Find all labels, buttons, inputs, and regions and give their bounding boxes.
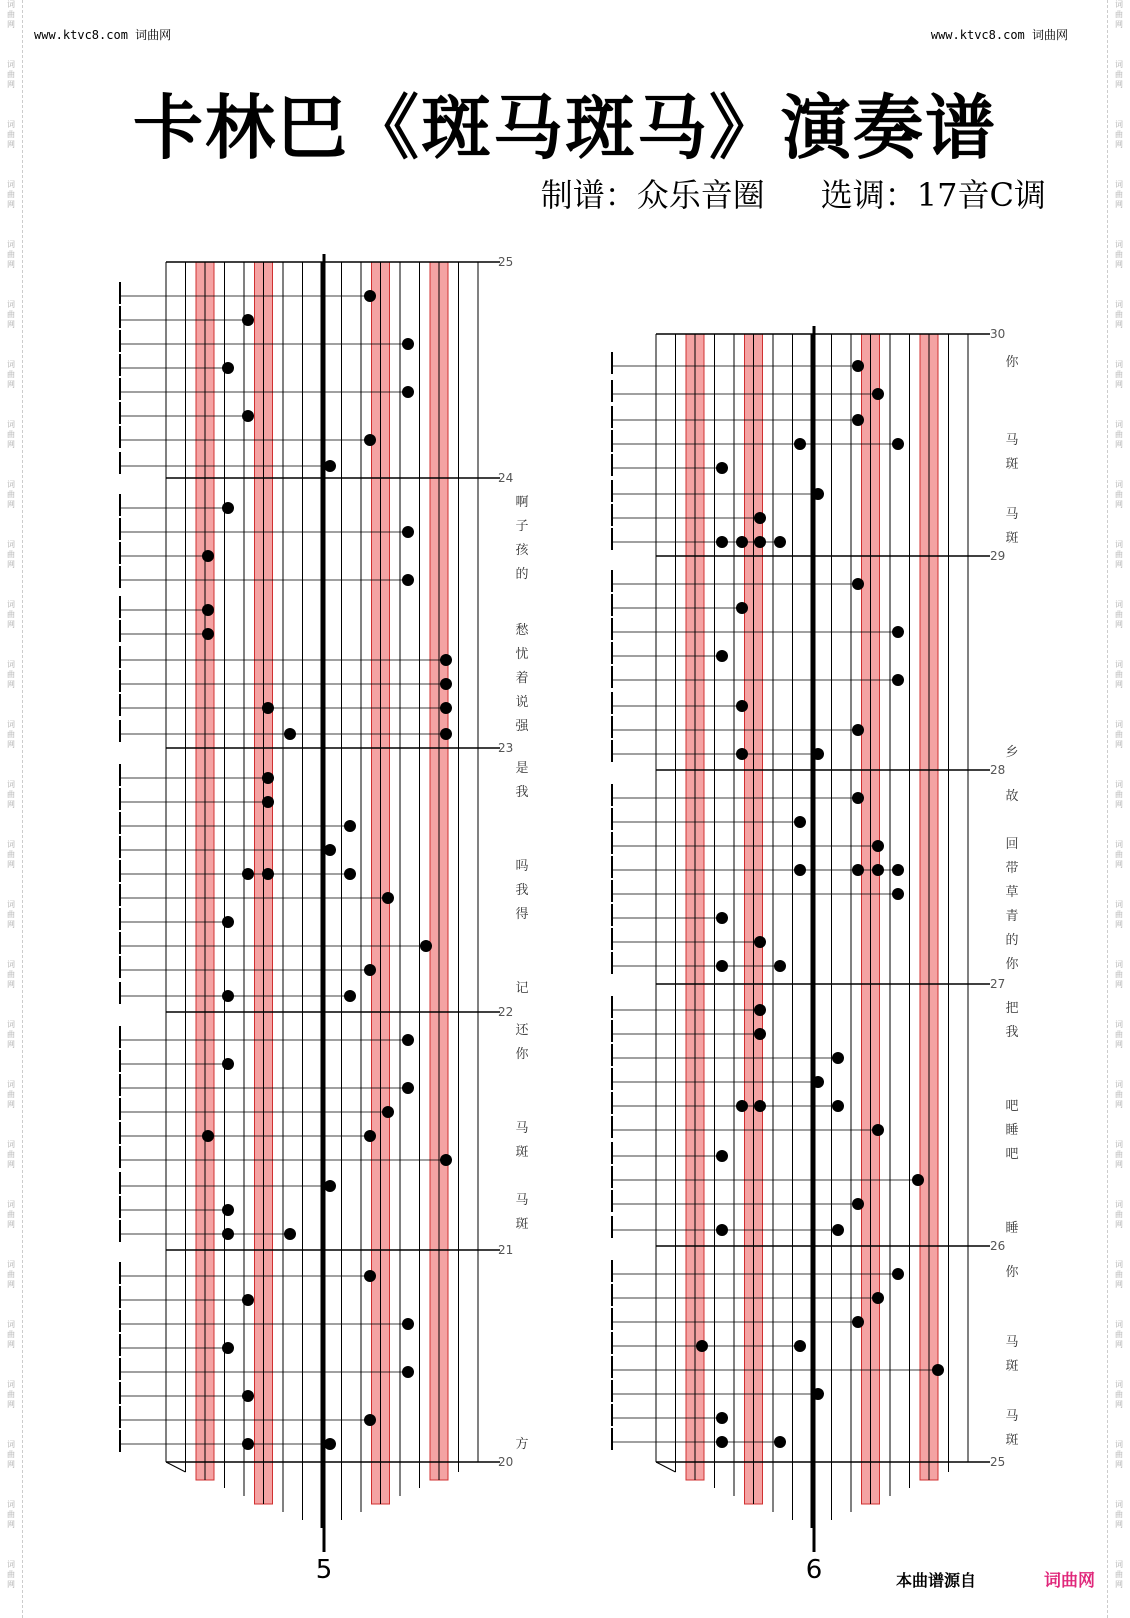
note-dot — [872, 840, 884, 852]
note-dot — [222, 1058, 234, 1070]
lyric-char: 乡 — [1005, 745, 1019, 760]
note-dot — [202, 550, 214, 562]
lyric-char: 记 — [515, 981, 529, 996]
note-dot — [754, 536, 766, 548]
lyric-char: 马 — [1005, 507, 1019, 522]
lyric-char: 愁 — [515, 623, 529, 638]
lyric-char: 回 — [1005, 837, 1019, 852]
note-dot — [892, 674, 904, 686]
note-dot — [402, 1082, 414, 1094]
lyric-char: 斑 — [1005, 1359, 1019, 1374]
note-dot — [262, 868, 274, 880]
lyric-char: 马 — [1005, 433, 1019, 448]
note-dot — [794, 816, 806, 828]
watermark-text: 词曲网 — [1115, 540, 1123, 569]
note-dot — [736, 700, 748, 712]
note-dot — [364, 1414, 376, 1426]
note-dot — [364, 1270, 376, 1282]
note-dot — [716, 462, 728, 474]
note-dot — [794, 864, 806, 876]
note-dot — [364, 290, 376, 302]
watermark-text: 词曲网 — [7, 780, 15, 809]
watermark-text: 词曲网 — [7, 1380, 15, 1409]
note-dot — [364, 1130, 376, 1142]
watermark-text: 词曲网 — [7, 660, 15, 689]
note-dot — [242, 1294, 254, 1306]
note-dot — [202, 1130, 214, 1142]
lyric-char: 马 — [1005, 1409, 1019, 1424]
watermark-text: 词曲网 — [1115, 900, 1123, 929]
watermark-text: 词曲网 — [1115, 1560, 1123, 1589]
note-dot — [324, 1438, 336, 1450]
note-dot — [812, 1076, 824, 1088]
note-dot — [794, 1340, 806, 1352]
lyric-char: 吗 — [515, 859, 529, 874]
note-dot — [262, 796, 274, 808]
watermark-text: 词曲网 — [1115, 1380, 1123, 1409]
note-dot — [222, 502, 234, 514]
lyric-char: 青 — [1005, 909, 1019, 924]
watermark-text: 词曲网 — [7, 1260, 15, 1289]
lyric-char: 睡 — [1005, 1221, 1019, 1236]
watermark-text: 词曲网 — [1115, 1500, 1123, 1529]
lyric-char: 马 — [515, 1193, 529, 1208]
watermark-text: 词曲网 — [7, 480, 15, 509]
note-dot — [872, 1292, 884, 1304]
note-dot — [754, 1100, 766, 1112]
watermark-text: 词曲网 — [1115, 840, 1123, 869]
lyric-char: 强 — [515, 719, 529, 734]
lyric-char: 孩 — [515, 543, 529, 558]
note-dot — [402, 1034, 414, 1046]
note-dot — [716, 536, 728, 548]
note-dot — [812, 488, 824, 500]
measure-number: 30 — [990, 327, 1006, 341]
note-dot — [222, 1342, 234, 1354]
note-dot — [852, 724, 864, 736]
watermark-text: 词曲网 — [1115, 180, 1123, 209]
note-dot — [852, 360, 864, 372]
note-dot — [754, 1028, 766, 1040]
note-dot — [440, 702, 452, 714]
lyric-char: 你 — [1005, 957, 1019, 972]
tine-bottom-edge — [656, 1462, 676, 1472]
page-number: 6 — [805, 1555, 823, 1585]
note-dot — [736, 1100, 748, 1112]
watermark-text: 词曲网 — [1115, 120, 1123, 149]
measure-number: 24 — [498, 471, 514, 485]
lyric-char: 你 — [1005, 355, 1019, 370]
note-dot — [344, 820, 356, 832]
note-dot — [440, 728, 452, 740]
measure-number: 22 — [498, 1005, 514, 1019]
note-dot — [716, 1224, 728, 1236]
note-dot — [284, 728, 296, 740]
watermark-text: 词曲网 — [7, 360, 15, 389]
note-dot — [832, 1100, 844, 1112]
watermark-text: 词曲网 — [7, 540, 15, 569]
arranger-label: 制谱：众乐音圈 — [540, 176, 765, 214]
tine-bottom-edge — [166, 1462, 186, 1472]
lyric-char: 着 — [515, 671, 529, 686]
note-dot — [284, 1228, 296, 1240]
note-dot — [324, 844, 336, 856]
note-dot — [754, 512, 766, 524]
note-dot — [852, 792, 864, 804]
watermark-text: 词曲网 — [1115, 1080, 1123, 1109]
note-dot — [892, 438, 904, 450]
note-dot — [736, 536, 748, 548]
note-dot — [774, 960, 786, 972]
watermark-text: 词曲网 — [1115, 240, 1123, 269]
site-header-right: www.ktvc8.com 词曲网 — [930, 28, 1068, 42]
lyric-char: 斑 — [1005, 457, 1019, 472]
note-dot — [852, 864, 864, 876]
lyric-char: 还 — [515, 1023, 529, 1038]
note-dot — [812, 1388, 824, 1400]
watermark-text: 词曲网 — [7, 600, 15, 629]
note-dot — [736, 748, 748, 760]
note-dot — [440, 1154, 452, 1166]
note-dot — [892, 864, 904, 876]
note-dot — [344, 990, 356, 1002]
page-title: 卡林巴《斑马斑马》演奏谱 — [133, 87, 997, 169]
watermark-text: 词曲网 — [7, 1320, 15, 1349]
watermark-text: 词曲网 — [1115, 1320, 1123, 1349]
lyric-char: 子 — [515, 519, 529, 534]
note-dot — [262, 702, 274, 714]
watermark-text: 词曲网 — [7, 1200, 15, 1229]
watermark-text: 词曲网 — [1115, 660, 1123, 689]
note-dot — [754, 936, 766, 948]
note-dot — [852, 414, 864, 426]
note-dot — [872, 1124, 884, 1136]
note-dot — [440, 654, 452, 666]
note-dot — [242, 1390, 254, 1402]
watermark-text: 词曲网 — [7, 300, 15, 329]
note-dot — [716, 1150, 728, 1162]
measure-number: 25 — [498, 255, 514, 269]
note-dot — [754, 1004, 766, 1016]
lyric-char: 故 — [1005, 789, 1019, 804]
note-dot — [402, 386, 414, 398]
note-dot — [344, 868, 356, 880]
watermark-text: 词曲网 — [7, 1560, 15, 1589]
watermark-text: 词曲网 — [7, 900, 15, 929]
note-dot — [222, 1204, 234, 1216]
note-dot — [222, 916, 234, 928]
note-dot — [832, 1224, 844, 1236]
note-dot — [832, 1052, 844, 1064]
note-dot — [222, 990, 234, 1002]
lyric-char: 我 — [515, 883, 529, 898]
watermark-text: 词曲网 — [7, 840, 15, 869]
watermark-text: 词曲网 — [1115, 600, 1123, 629]
note-dot — [716, 1412, 728, 1424]
key-label: 选调：17音C调 — [820, 176, 1046, 214]
note-dot — [202, 628, 214, 640]
lyric-char: 斑 — [515, 1145, 529, 1160]
watermark-text: 词曲网 — [1115, 1200, 1123, 1229]
note-dot — [774, 1436, 786, 1448]
watermark-text: 词曲网 — [7, 720, 15, 749]
lyric-char: 马 — [1005, 1335, 1019, 1350]
measure-number: 27 — [990, 977, 1006, 991]
watermark-text: 词曲网 — [1115, 480, 1123, 509]
lyric-char: 方 — [515, 1437, 529, 1452]
note-dot — [736, 602, 748, 614]
measure-number: 20 — [498, 1455, 514, 1469]
watermark-text: 词曲网 — [7, 60, 15, 89]
note-dot — [382, 892, 394, 904]
note-dot — [716, 650, 728, 662]
measure-number: 28 — [990, 763, 1006, 777]
note-dot — [892, 626, 904, 638]
note-dot — [812, 748, 824, 760]
watermark-text: 词曲网 — [7, 240, 15, 269]
lyric-char: 吧 — [1005, 1147, 1019, 1162]
note-dot — [852, 1198, 864, 1210]
note-dot — [202, 604, 214, 616]
watermark-text: 词曲网 — [1115, 0, 1123, 29]
note-dot — [262, 772, 274, 784]
note-dot — [892, 888, 904, 900]
note-dot — [696, 1340, 708, 1352]
note-dot — [402, 1318, 414, 1330]
watermark-text: 词曲网 — [1115, 1020, 1123, 1049]
measure-number: 23 — [498, 741, 514, 755]
measure-number: 26 — [990, 1239, 1006, 1253]
watermark-text: 词曲网 — [1115, 360, 1123, 389]
note-dot — [324, 1180, 336, 1192]
note-dot — [872, 864, 884, 876]
lyric-char: 斑 — [1005, 531, 1019, 546]
note-dot — [440, 678, 452, 690]
note-dot — [892, 1268, 904, 1280]
watermark-text: 词曲网 — [1115, 720, 1123, 749]
note-dot — [716, 960, 728, 972]
lyric-char: 忧 — [515, 647, 529, 662]
lyric-char: 斑 — [515, 1217, 529, 1232]
watermark-text: 词曲网 — [1115, 1260, 1123, 1289]
note-dot — [420, 940, 432, 952]
note-dot — [716, 1436, 728, 1448]
note-dot — [402, 526, 414, 538]
watermark-text: 词曲网 — [1115, 420, 1123, 449]
watermark-text: 词曲网 — [1115, 60, 1123, 89]
watermark-text: 词曲网 — [7, 420, 15, 449]
lyric-char: 得 — [515, 907, 529, 922]
note-dot — [242, 314, 254, 326]
watermark-text: 词曲网 — [1115, 780, 1123, 809]
watermark-text: 词曲网 — [7, 960, 15, 989]
note-dot — [242, 1438, 254, 1450]
lyric-char: 的 — [1005, 933, 1019, 948]
note-dot — [872, 388, 884, 400]
note-dot — [794, 438, 806, 450]
watermark-text: 词曲网 — [7, 1440, 15, 1469]
lyric-char: 你 — [1005, 1265, 1019, 1280]
lyric-char: 马 — [515, 1121, 529, 1136]
lyric-char: 睡 — [1005, 1123, 1019, 1138]
note-dot — [382, 1106, 394, 1118]
lyric-char: 把 — [1005, 1001, 1019, 1016]
watermark-text: 词曲网 — [7, 1500, 15, 1529]
note-dot — [402, 1366, 414, 1378]
lyric-char: 的 — [515, 567, 529, 582]
watermark-text: 词曲网 — [7, 1080, 15, 1109]
note-dot — [364, 964, 376, 976]
note-dot — [324, 460, 336, 472]
watermark-text: 词曲网 — [7, 1020, 15, 1049]
source-label: 本曲谱源自 — [896, 1571, 977, 1590]
lyric-char: 我 — [515, 785, 529, 800]
note-dot — [222, 362, 234, 374]
note-dot — [242, 410, 254, 422]
note-dot — [242, 868, 254, 880]
lyric-char: 我 — [1005, 1025, 1019, 1040]
note-dot — [716, 912, 728, 924]
measure-number: 29 — [990, 549, 1006, 563]
watermark-text: 词曲网 — [1115, 300, 1123, 329]
watermark-text: 词曲网 — [1115, 960, 1123, 989]
lyric-char: 草 — [1005, 885, 1019, 900]
note-dot — [932, 1364, 944, 1376]
watermark-text: 词曲网 — [7, 0, 15, 29]
note-dot — [364, 434, 376, 446]
watermark-text: 词曲网 — [7, 1140, 15, 1169]
lyric-char: 你 — [515, 1047, 529, 1062]
watermark-text: 词曲网 — [1115, 1140, 1123, 1169]
note-dot — [222, 1228, 234, 1240]
measure-number: 25 — [990, 1455, 1006, 1469]
lyric-char: 斑 — [1005, 1433, 1019, 1448]
lyric-char: 说 — [515, 695, 529, 710]
note-dot — [912, 1174, 924, 1186]
watermark-text: 词曲网 — [1115, 1440, 1123, 1469]
note-dot — [402, 338, 414, 350]
watermark-text: 词曲网 — [7, 120, 15, 149]
note-dot — [852, 1316, 864, 1328]
site-header-left: www.ktvc8.com 词曲网 — [34, 28, 172, 42]
lyric-char: 是 — [515, 761, 529, 776]
source-brand: 词曲网 — [1044, 1571, 1095, 1591]
lyric-char: 吧 — [1005, 1099, 1019, 1114]
lyric-char: 啊 — [515, 495, 529, 510]
page-number: 5 — [315, 1555, 333, 1585]
note-dot — [402, 574, 414, 586]
note-dot — [774, 536, 786, 548]
measure-number: 21 — [498, 1243, 514, 1257]
watermark-text: 词曲网 — [7, 180, 15, 209]
note-dot — [852, 578, 864, 590]
lyric-char: 带 — [1005, 861, 1019, 876]
